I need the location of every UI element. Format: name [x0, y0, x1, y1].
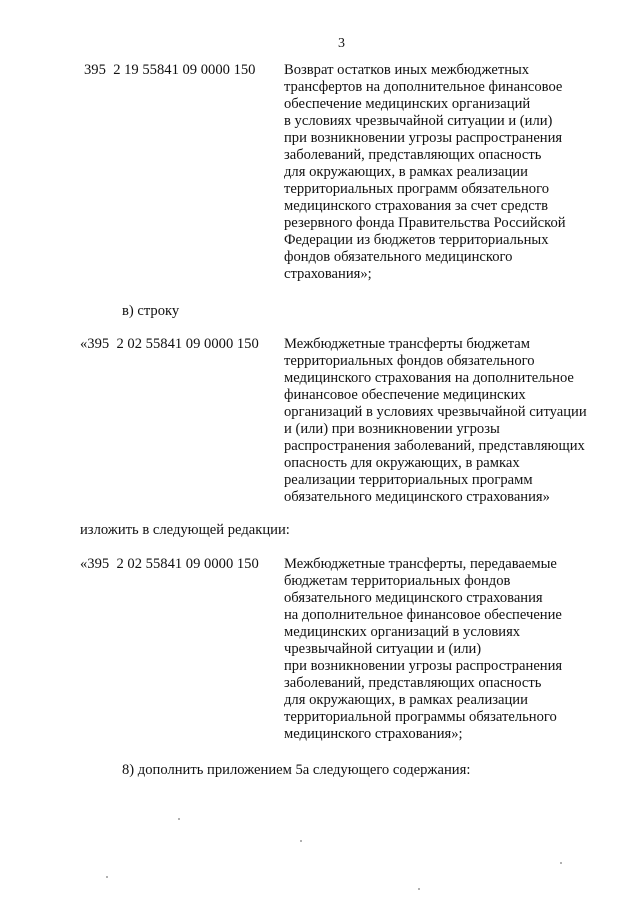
- entry-2-line: обязательного медицинского страхования»: [284, 489, 550, 505]
- entry-3-line: при возникновении угрозы распространения: [284, 658, 563, 674]
- entry-3-line: бюджетам территориальных фондов: [284, 573, 511, 589]
- budget-code-1: 395 2 19 55841 09 0000 150: [84, 62, 256, 78]
- entry-3-line: для окружающих, в рамках реализации: [284, 692, 528, 708]
- page-number: 3: [338, 36, 345, 51]
- entry-2-line: и (или) при возникновении угрозы: [284, 421, 500, 437]
- entry-1-line: для окружающих, в рамках реализации: [284, 164, 528, 180]
- entry-3-line: территориальной программы обязательного: [284, 709, 557, 725]
- entry-1-line: трансфертов на дополнительное финансовое: [284, 79, 563, 95]
- entry-1-description: [284, 62, 604, 283]
- entry-1-line: обеспечение медицинских организаций: [284, 96, 531, 112]
- budget-code-2: «395 2 02 55841 09 0000 150: [80, 336, 259, 352]
- entry-3-line: заболеваний, представляющих опасность: [284, 675, 542, 691]
- entry-2-line: организаций в условиях чрезвычайной ситуации: [284, 404, 587, 420]
- item-8-paragraph: 8) дополнить приложением 5а следующего содержания:: [122, 762, 471, 778]
- entry-1-line: фондов обязательного медицинского: [284, 249, 513, 265]
- scan-speck: [560, 862, 562, 864]
- scan-speck: [300, 840, 302, 842]
- entry-1-line: резервного фонда Правительства Российской: [284, 215, 566, 231]
- entry-1-line: заболеваний, представляющих опасность: [284, 147, 542, 163]
- scan-speck: [418, 888, 420, 890]
- entry-1-line: Федерации из бюджетов территориальных: [284, 232, 549, 248]
- entry-2-line: реализации территориальных программ: [284, 472, 533, 488]
- entry-3-line: медицинского страхования»;: [284, 726, 463, 742]
- entry-3-line: обязательного медицинского страхования: [284, 590, 543, 606]
- entry-3-line: медицинских организаций в условиях: [284, 624, 521, 640]
- entry-1-line: в условиях чрезвычайной ситуации и (или): [284, 113, 553, 129]
- entry-1-line: территориальных программ обязательного: [284, 181, 549, 197]
- entry-1-line: страхования»;: [284, 266, 372, 282]
- entry-2-line: опасность для окружающих, в рамках: [284, 455, 520, 471]
- entry-2-line: медицинского страхования на дополнительное: [284, 370, 574, 386]
- entry-1-line: при возникновении угрозы распространения: [284, 130, 563, 146]
- item-v-paragraph: в) строку: [122, 303, 180, 319]
- entry-3-line: чрезвычайной ситуации и (или): [284, 641, 482, 657]
- budget-code-3: «395 2 02 55841 09 0000 150: [80, 556, 259, 572]
- entry-2-line: Межбюджетные трансферты бюджетам: [284, 336, 530, 352]
- entry-3-line: на дополнительное финансовое обеспечение: [284, 607, 562, 623]
- entry-3-description: [284, 556, 604, 743]
- entry-1-line: Возврат остатков иных межбюджетных: [284, 62, 530, 78]
- entry-3-line: Межбюджетные трансферты, передаваемые: [284, 556, 557, 572]
- instruction-paragraph: изложить в следующей редакции:: [80, 522, 290, 538]
- scan-speck: [178, 818, 180, 820]
- entry-1-line: медицинского страхования за счет средств: [284, 198, 549, 214]
- scan-speck: [106, 876, 108, 878]
- entry-2-description: [284, 336, 604, 506]
- entry-2-line: финансовое обеспечение медицинских: [284, 387, 526, 403]
- entry-2-line: территориальных фондов обязательного: [284, 353, 535, 369]
- entry-2-line: распространения заболеваний, представляющих: [284, 438, 585, 454]
